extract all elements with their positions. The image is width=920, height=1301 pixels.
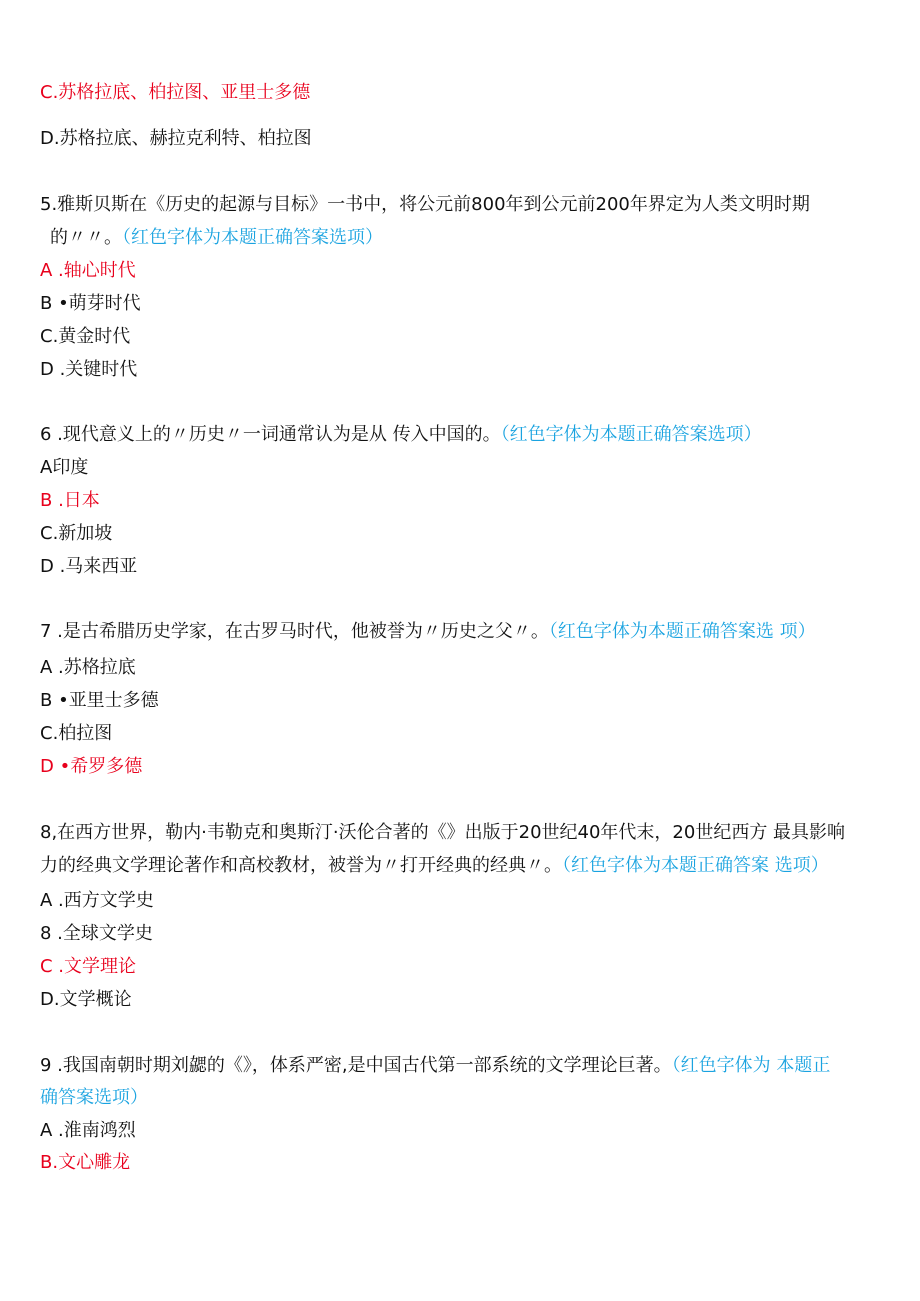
q6-option-b: B .日本 (40, 490, 100, 511)
q6-option-c: C.新加坡 (40, 523, 113, 544)
q6-stem-text: 6 .现代意义上的〃历史〃一词通常认为是从 传入中国的。 (40, 424, 501, 445)
q5-stem-line2 (50, 226, 383, 250)
q5-option-a: A .轴心时代 (40, 260, 136, 281)
q8-option-c: C .文学理论 (40, 956, 137, 977)
q8-option-b: 8 .全球文学史 (40, 923, 153, 944)
q8-option-a: A .西方文学史 (40, 890, 154, 911)
q9-stem-text: 9 .我国南朝时期刘勰的《》，体系严密,是中国古代第一部系统的文学理论巨著。 (40, 1055, 672, 1076)
q9-answer-note-part2: 确答案选项） (40, 1087, 148, 1108)
q9-stem-line1 (40, 1054, 830, 1078)
q9-option-a: A .淮南鸿烈 (40, 1120, 136, 1141)
q9-option-b: B.文心雕龙 (40, 1152, 131, 1173)
q5-stem-line1: 5.雅斯贝斯在《历史的起源与目标》一书中，将公元前800年到公元前200年界定为人类文明时期 (40, 194, 810, 215)
q5-option-c: C.黄金时代 (40, 326, 131, 347)
q8-option-d: D.文学概论 (40, 989, 132, 1010)
q5-option-b: B •萌芽时代 (40, 293, 141, 314)
q8-answer-note: （红色字体为本题正确答案 选项） (562, 855, 829, 876)
q4-option-c: C.苏格拉底、柏拉图、亚里士多德 (40, 82, 311, 103)
q6-answer-note: （红色字体为本题正确答案选项） (500, 424, 762, 445)
q6-option-a: A印度 (40, 457, 89, 478)
q7-stem-text: 7 .是古希腊历史学家，在古罗马时代，他被誉为〃历史之父〃。 (40, 621, 549, 642)
q4-option-d: D.苏格拉底、赫拉克利特、柏拉图 (40, 128, 312, 149)
q6-option-d: D .马来西亚 (40, 556, 138, 577)
q7-option-a: A .苏格拉底 (40, 657, 136, 678)
q8-stem-line1: 8,在西方世界，勒内·韦勒克和奥斯汀·沃伦合著的《》出版于20世纪40年代末，20世纪西方 最具影响 (40, 822, 846, 843)
q6-stem (40, 423, 762, 447)
q9-answer-note-part1: （红色字体为 本题正 (671, 1055, 831, 1076)
q7-option-d: D •希罗多德 (40, 756, 143, 777)
q7-answer-note: （红色字体为本题正确答案选 项） (548, 621, 816, 642)
q5-option-d: D .关键时代 (40, 359, 138, 380)
q5-stem-text: 的〃〃。 (50, 227, 122, 248)
q7-option-c: C.柏拉图 (40, 723, 113, 744)
q8-stem-line2 (40, 854, 829, 878)
q8-stem-text: 力的经典文学理论著作和高校教材，被誉为〃打开经典的经典〃。 (40, 855, 562, 876)
q7-option-b: B •亚里士多德 (40, 690, 159, 711)
q7-stem (40, 620, 816, 644)
q5-answer-note: （红色字体为本题正确答案选项） (122, 227, 383, 248)
